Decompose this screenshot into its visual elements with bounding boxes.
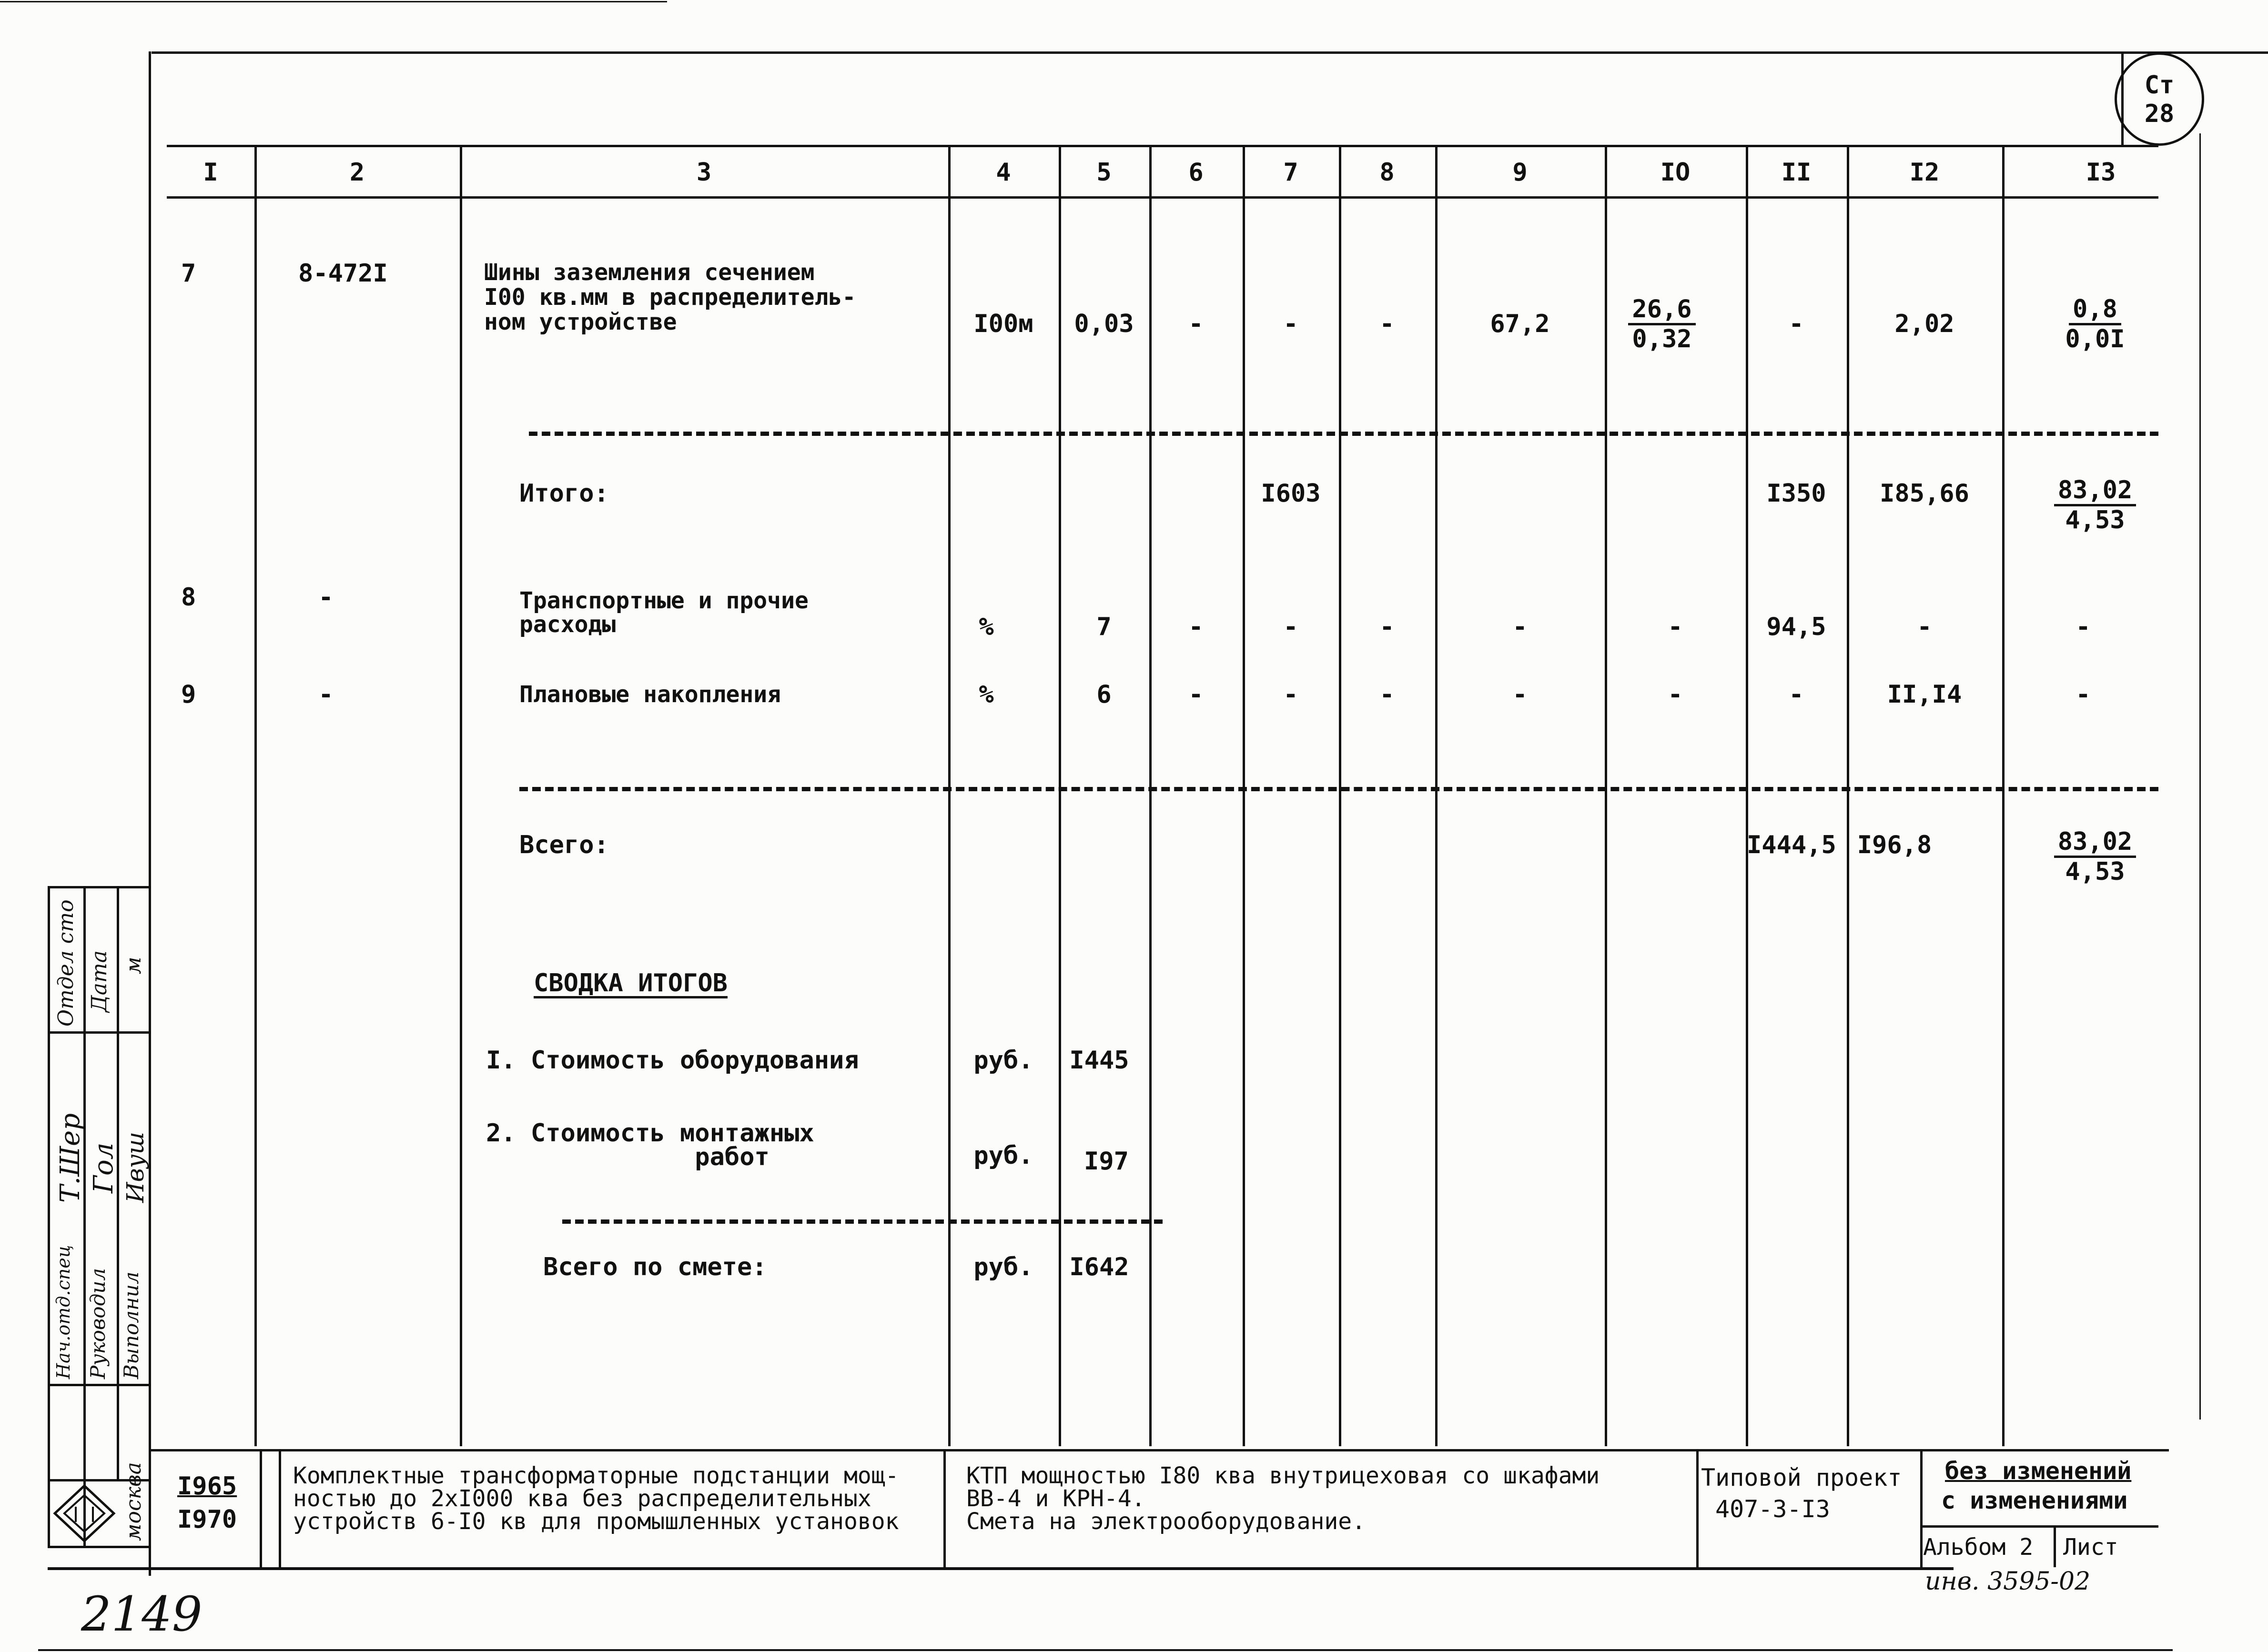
summary-item1-text: I. Стоимость оборудования — [486, 1046, 859, 1075]
row8-c10: - — [1668, 613, 1683, 641]
sheet-badge-line2: 28 — [2144, 100, 2175, 128]
row8-c8: - — [1379, 613, 1395, 641]
side-stamp-row-2 — [50, 1384, 151, 1386]
side-stamp-row-1 — [50, 1031, 151, 1034]
row1-c6: - — [1188, 310, 1204, 338]
row9-c12: II,I4 — [1887, 680, 1962, 709]
page-number: 2149 — [81, 1586, 202, 1642]
summary-item2-unit: руб. — [973, 1141, 1033, 1170]
side-signature-1: Т.Шер — [55, 1113, 86, 1203]
col-header-12: I2 — [1909, 158, 1940, 187]
side-label-head: Нач.отд.спец — [53, 1245, 74, 1379]
row9-c13: - — [2076, 680, 2091, 709]
sheet-badge-line1: Ст — [2144, 71, 2175, 100]
row9-c11: - — [1789, 680, 1804, 709]
subtotal-c13-den: 4,53 — [2065, 506, 2125, 534]
tb-vline-2 — [279, 1449, 281, 1567]
row8-c12: - — [1917, 613, 1932, 641]
tb-vline-5 — [1920, 1449, 1923, 1567]
row1-code: 8-472I — [298, 259, 388, 288]
frame-top-edge — [0, 1, 667, 2]
subtotal-c13-num: 83,02 — [2054, 476, 2136, 506]
header-bottom-line — [167, 196, 2158, 199]
side-label-dept: Отдел сто — [54, 899, 78, 1027]
frame-bottom-edge — [38, 1649, 2173, 1651]
total-c13-den: 4,53 — [2065, 857, 2125, 886]
subtotal-c7: I603 — [1261, 479, 1321, 508]
col-line-10 — [1746, 146, 1748, 1446]
row9-desc: Плановые накопления — [519, 681, 781, 708]
row1-c13-den: 0,0I — [2065, 325, 2125, 353]
row8-c5: 7 — [1096, 613, 1112, 641]
tb-year-2: I970 — [177, 1505, 237, 1534]
summary-title: СВОДКА ИТОГОВ — [534, 969, 728, 997]
col-line-11 — [1847, 146, 1849, 1446]
row1-c10-num: 26,6 — [1628, 295, 1695, 325]
row8-c6: - — [1188, 613, 1204, 641]
side-label-lead: Руководил — [86, 1268, 110, 1379]
col-header-8: 8 — [1379, 158, 1395, 187]
row1-num: 7 — [181, 259, 196, 288]
row1-c9: 67,2 — [1490, 310, 1550, 338]
side-city: москва — [122, 1462, 146, 1541]
row8-c11: 94,5 — [1766, 613, 1826, 641]
dashed-separator-3 — [562, 1219, 1163, 1224]
row1-c7: - — [1283, 310, 1298, 338]
total-c13-fraction — [2002, 828, 2188, 886]
row1-c10-den: 0,32 — [1632, 325, 1692, 353]
side-stamp-col-1 — [83, 888, 86, 1546]
col-header-13: I3 — [2086, 158, 2116, 187]
subtotal-c13-fraction — [2002, 476, 2188, 534]
tb-vline-6 — [2054, 1525, 2056, 1567]
col-line-1 — [254, 146, 257, 1446]
row8-unit: % — [979, 613, 994, 641]
row9-code: - — [318, 680, 334, 709]
col-header-9: 9 — [1512, 158, 1528, 187]
col-header-1: I — [203, 158, 218, 187]
row1-qty: 0,03 — [1074, 310, 1134, 338]
col-line-5 — [1149, 146, 1152, 1446]
side-label-m: м — [122, 957, 146, 974]
row1-unit: I00м — [973, 310, 1033, 338]
tb-project-label: Типовой проект — [1701, 1464, 1902, 1491]
row8-desc: Транспортные и прочие расходы — [519, 587, 809, 638]
col-header-3: 3 — [696, 158, 712, 187]
subtotal-label: Итого: — [519, 479, 609, 508]
tb-vline-1 — [260, 1449, 262, 1567]
row8-c13: - — [2076, 613, 2091, 641]
row9-c7: - — [1283, 680, 1298, 709]
row1-c13-fraction — [2002, 295, 2188, 353]
col-header-5: 5 — [1096, 158, 1112, 187]
col-line-4 — [1059, 146, 1061, 1446]
side-stamp — [48, 886, 151, 1548]
col-line-6 — [1243, 146, 1245, 1446]
row1-c12: 2,02 — [1894, 310, 1954, 338]
dashed-separator-1 — [529, 432, 2158, 436]
side-signature-3: Ивуш — [122, 1131, 149, 1203]
col-line-3 — [948, 146, 951, 1446]
tb-project-no: 407-3-I3 — [1715, 1495, 1830, 1523]
tb-vline-3 — [943, 1449, 946, 1567]
total-c13-num: 83,02 — [2054, 828, 2136, 858]
inventory-note: инв. 3595-02 — [1925, 1567, 2091, 1596]
tb-with-change: с изменениями — [1941, 1487, 2128, 1514]
tb-vline-4 — [1696, 1449, 1699, 1567]
tb-album: Альбом 2 — [1923, 1534, 2034, 1561]
row8-code: - — [318, 583, 334, 612]
row9-unit: % — [979, 680, 994, 709]
total-label: Всего: — [519, 831, 609, 859]
col-header-6: 6 — [1188, 158, 1204, 187]
row9-c9: - — [1512, 680, 1528, 709]
col-header-7: 7 — [1283, 158, 1298, 187]
summary-total-value: I642 — [1069, 1253, 1129, 1281]
total-c11: I444,5 — [1747, 831, 1836, 859]
title-block-top — [149, 1449, 2169, 1451]
subtotal-c12: I85,66 — [1880, 479, 1969, 508]
tb-no-change: без изменений — [1945, 1457, 2132, 1485]
col-line-2 — [460, 146, 462, 1446]
row1-c10-fraction — [1605, 295, 1719, 353]
row1-desc: Шины заземления сечением I00 кв.мм в распределитель- ном устройстве — [484, 259, 856, 335]
tb-desc-1: Комплектные трансформаторные подстанции мощ- ностью до 2хI000 ква без распределительных устройств 6-I0 кв для промышленных установок — [293, 1462, 899, 1535]
tb-hline-right — [1920, 1525, 2158, 1528]
row1-c11: - — [1789, 310, 1804, 338]
row1-c8: - — [1379, 310, 1395, 338]
side-signature-2: Гол — [88, 1142, 119, 1193]
col-line-8 — [1435, 146, 1438, 1446]
row9-c8: - — [1379, 680, 1395, 709]
row9-c10: - — [1668, 680, 1683, 709]
summary-total-text: Всего по смете: — [543, 1253, 767, 1281]
right-edge-line — [2199, 133, 2201, 1420]
header-top-line — [167, 145, 2158, 147]
row9-num: 9 — [181, 680, 196, 709]
summary-item2-value: I97 — [1084, 1147, 1129, 1176]
row8-num: 8 — [181, 583, 196, 612]
row1-c13-num: 0,8 — [2069, 295, 2121, 325]
frame-top — [152, 51, 2268, 54]
row8-c9: - — [1512, 613, 1528, 641]
dashed-separator-2 — [519, 787, 2158, 791]
row8-c7: - — [1283, 613, 1298, 641]
sheet-badge — [2115, 52, 2204, 146]
col-header-11: II — [1781, 158, 1812, 187]
summary-item2-text: 2. Стоимость монтажных работ — [486, 1119, 814, 1171]
tb-sheet: Лист — [2063, 1534, 2118, 1561]
tb-desc-2: КТП мощностью I80 ква внутрицеховая со шкафами ВВ-4 и КРН-4. Смета на электрооборудование. — [966, 1462, 1600, 1535]
row9-c6: - — [1188, 680, 1204, 709]
col-header-10: IO — [1660, 158, 1691, 187]
col-line-7 — [1339, 146, 1341, 1446]
subtotal-c11: I350 — [1766, 479, 1826, 508]
side-label-exec: Выполнил — [120, 1271, 143, 1379]
col-header-2: 2 — [349, 158, 365, 187]
summary-item1-unit: руб. — [973, 1046, 1033, 1075]
side-label-date: Дата — [87, 950, 111, 1012]
institute-logo-icon — [52, 1483, 117, 1544]
title-block-bottom — [48, 1567, 1954, 1570]
summary-total-unit: руб. — [973, 1253, 1033, 1281]
col-header-4: 4 — [996, 158, 1011, 187]
summary-item1-value: I445 — [1069, 1046, 1129, 1075]
tb-year-1: I965 — [177, 1472, 237, 1501]
row9-c5: 6 — [1096, 680, 1112, 709]
total-c12: I96,8 — [1857, 831, 1932, 859]
